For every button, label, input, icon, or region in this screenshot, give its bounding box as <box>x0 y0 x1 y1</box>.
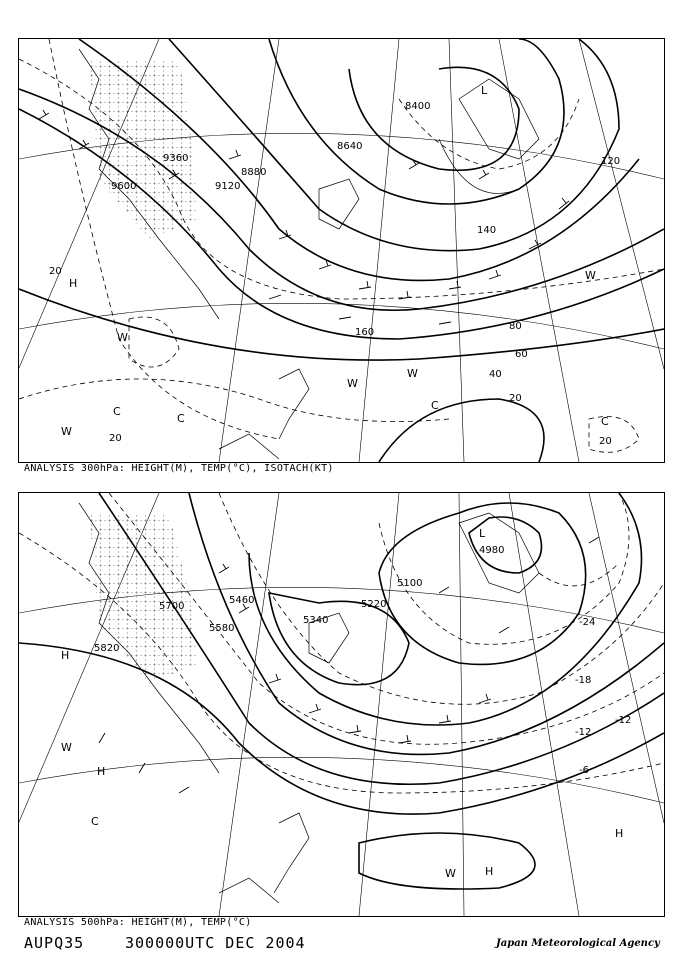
agency-name: Japan Meteorological Agency <box>496 938 660 949</box>
pressure-center-high: H <box>61 649 70 662</box>
temperature-label: -18 <box>575 675 592 686</box>
isotach-label: 160 <box>355 327 375 338</box>
pressure-center-high: H <box>485 865 494 878</box>
height-label: 5580 <box>209 623 235 634</box>
pressure-center-cold: C <box>601 415 609 428</box>
isotach-label: 140 <box>477 225 497 236</box>
pressure-center-warm: W <box>347 377 358 390</box>
height-label: 5220 <box>361 599 387 610</box>
map-500hpa-graphic <box>19 493 664 916</box>
height-label: 8640 <box>337 141 363 152</box>
height-label: 5700 <box>159 601 185 612</box>
pressure-center-low: L <box>479 527 486 540</box>
map-300hpa <box>18 38 665 463</box>
height-label: 5820 <box>94 643 120 654</box>
height-label: 8880 <box>241 167 267 178</box>
pressure-center-warm: W <box>61 425 72 438</box>
height-label: 9600 <box>111 181 137 192</box>
height-label: 9360 <box>163 153 189 164</box>
isotach-label: 120 <box>601 156 621 167</box>
caption-500hpa: ANALYSIS 500hPa: HEIGHT(M), TEMP(°C) <box>24 917 252 928</box>
height-label: 5460 <box>229 595 255 606</box>
isotach-label: 20 <box>509 393 522 404</box>
pressure-center-warm: W <box>61 741 72 754</box>
pressure-center-warm: W <box>445 867 456 880</box>
temperature-label: -24 <box>579 617 596 628</box>
temperature-label: -12 <box>615 715 632 726</box>
pressure-center-low: L <box>481 84 488 97</box>
isotach-label: 20 <box>599 436 612 447</box>
height-label: 9120 <box>215 181 241 192</box>
pressure-center-cold: C <box>177 412 185 425</box>
pressure-center-warm: W <box>117 331 128 344</box>
height-label: 5340 <box>303 615 329 626</box>
pressure-center-warm: W <box>407 367 418 380</box>
temperature-label: -6 <box>579 765 589 776</box>
isotach-label: 40 <box>489 369 502 380</box>
temperature-label: -12 <box>575 727 592 738</box>
isotach-label: 20 <box>49 266 62 277</box>
pressure-center-high: H <box>615 827 624 840</box>
valid-time: 300000UTC DEC 2004 <box>125 934 306 952</box>
height-label: 5100 <box>397 578 423 589</box>
map-300hpa-graphic <box>19 39 664 462</box>
height-label: 8400 <box>405 101 431 112</box>
pressure-center-cold: C <box>431 399 439 412</box>
isotach-label: 20 <box>109 433 122 444</box>
height-label: 4980 <box>479 545 505 556</box>
pressure-center-warm: W <box>585 269 596 282</box>
pressure-center-cold: C <box>113 405 121 418</box>
map-500hpa <box>18 492 665 917</box>
pressure-center-high: H <box>69 277 78 290</box>
isotach-label: 60 <box>515 349 528 360</box>
pressure-center-cold: C <box>91 815 99 828</box>
caption-300hpa: ANALYSIS 300hPa: HEIGHT(M), TEMP(°C), ISOTACH(KT) <box>24 463 334 474</box>
pressure-center-high: H <box>97 765 106 778</box>
isotach-label: 80 <box>509 321 522 332</box>
chart-id: AUPQ35 <box>24 934 85 952</box>
